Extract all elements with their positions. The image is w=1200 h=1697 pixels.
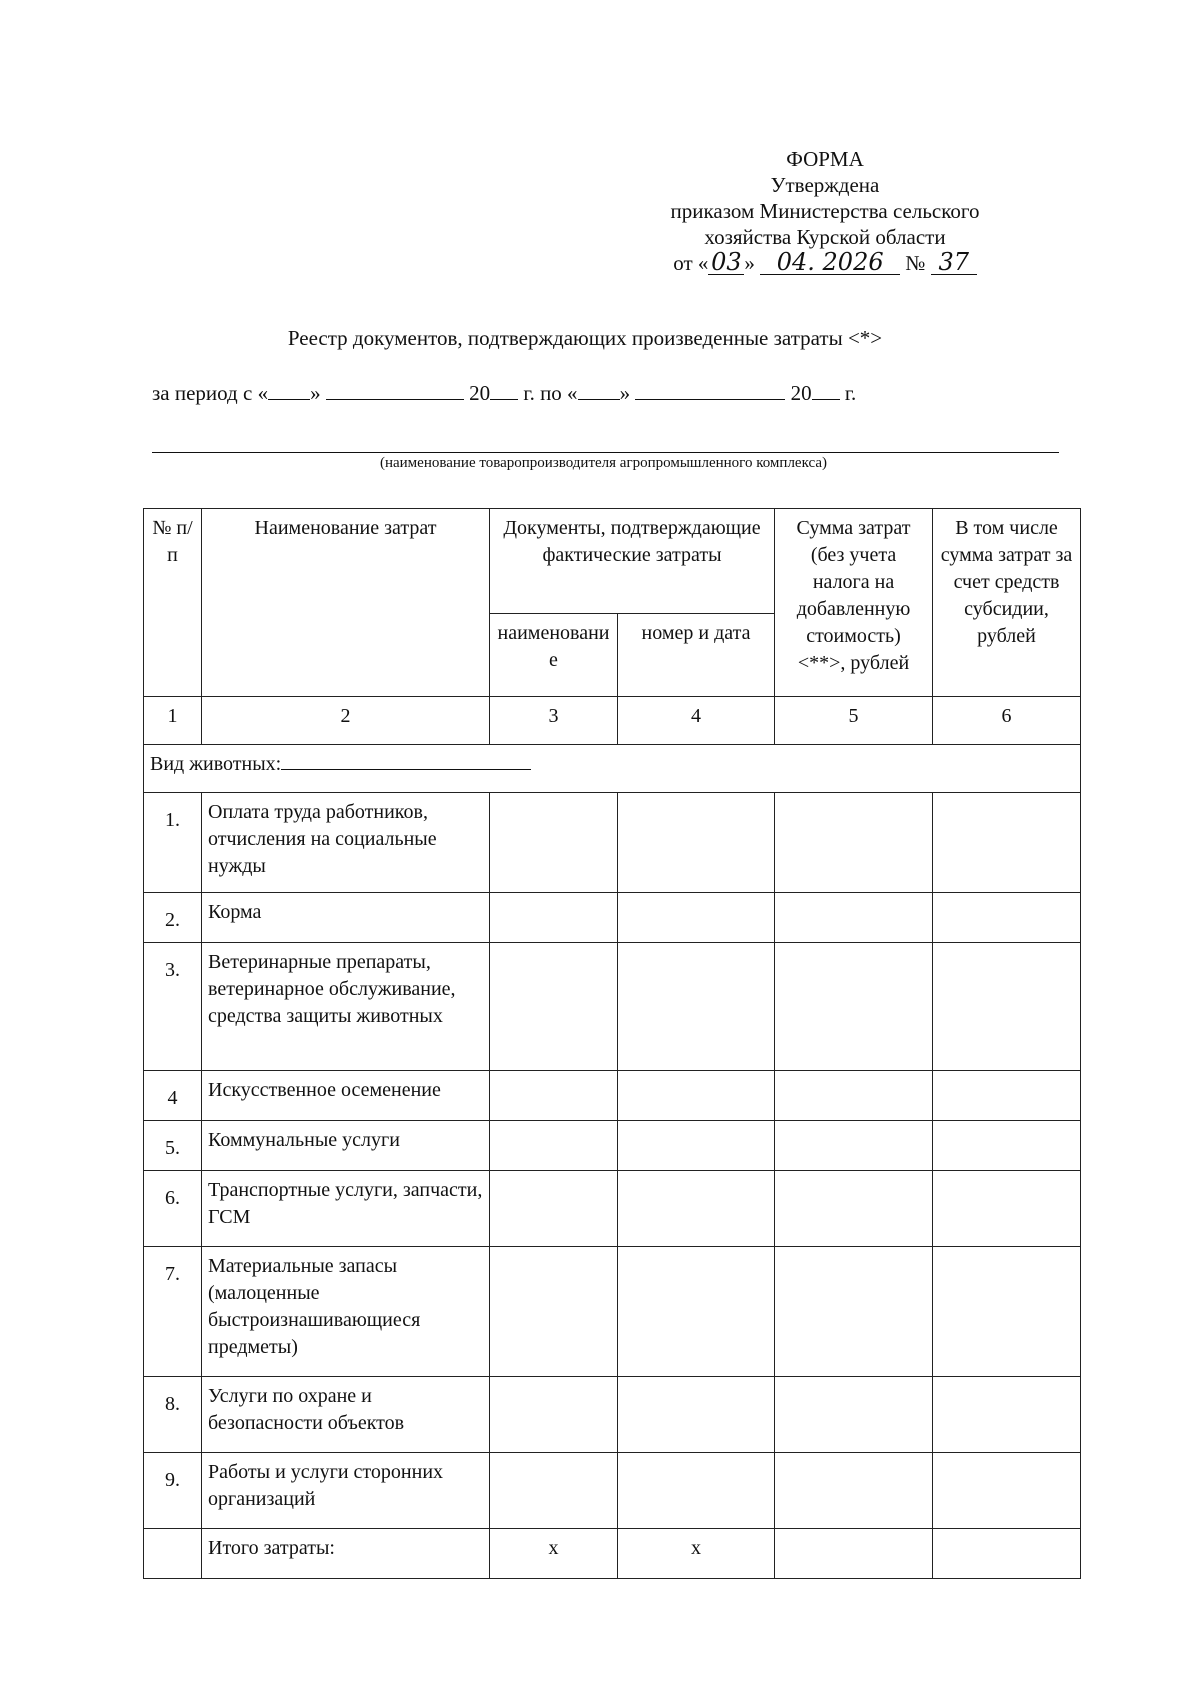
- period-line: [152, 381, 856, 406]
- row-cost-name: Коммунальные услуги: [202, 1121, 490, 1171]
- col-number: 2: [202, 697, 490, 745]
- empty-cell: [144, 1529, 202, 1579]
- empty-cell: [775, 1247, 933, 1377]
- period-year-2: 20: [790, 381, 812, 405]
- header-doc-number: номер и дата: [618, 614, 775, 697]
- empty-cell: [490, 893, 618, 943]
- empty-cell: [618, 1121, 775, 1171]
- table-row: [144, 1377, 1081, 1453]
- total-label: Итого затраты:: [202, 1529, 490, 1579]
- period-year-1: 20: [469, 381, 491, 405]
- row-number: 1.: [144, 793, 202, 893]
- register-title: Реестр документов, подтверждающих произведенные затраты <*>: [287, 326, 883, 350]
- date-prefix: от «: [673, 251, 709, 275]
- empty-cell: [618, 793, 775, 893]
- approval-block: [640, 146, 1010, 276]
- period-start-year-blank: [490, 381, 518, 400]
- total-doc-name: х: [490, 1529, 618, 1579]
- column-numbers-row: [144, 697, 1081, 745]
- total-row: [144, 1529, 1081, 1579]
- approval-month-year: 04. 2026: [760, 250, 900, 275]
- order-line-2: хозяйства Курской области: [704, 225, 946, 249]
- empty-cell: [618, 943, 775, 1071]
- period-close-1: »: [310, 381, 321, 405]
- empty-cell: [775, 793, 933, 893]
- empty-cell: [933, 1071, 1081, 1121]
- approved-label: Утверждена: [770, 173, 880, 197]
- row-cost-name: Услуги по охране и безопасности объектов: [202, 1377, 490, 1453]
- empty-cell: [933, 1171, 1081, 1247]
- empty-cell: [618, 1071, 775, 1121]
- approval-date-line: [640, 250, 1010, 276]
- header-documents: Документы, подтверждающие фактические затраты: [490, 509, 775, 614]
- row-cost-name: Искусственное осеменение: [202, 1071, 490, 1121]
- col-number: 4: [618, 697, 775, 745]
- header-subsidy: В том числе сумма затрат за счет средств субсидии, рублей: [933, 509, 1081, 697]
- period-start-day-blank: [268, 381, 310, 400]
- period-end-day-blank: [578, 381, 620, 400]
- empty-cell: [490, 1247, 618, 1377]
- empty-cell: [933, 1453, 1081, 1529]
- empty-cell: [775, 893, 933, 943]
- row-number: 2.: [144, 893, 202, 943]
- period-prefix: за период с «: [152, 381, 269, 405]
- row-cost-name: Работы и услуги сторонних организаций: [202, 1453, 490, 1529]
- header-row: [144, 509, 1081, 614]
- empty-cell: [775, 1377, 933, 1453]
- row-number: 9.: [144, 1453, 202, 1529]
- period-start-month-blank: [326, 381, 464, 400]
- empty-cell: [490, 1453, 618, 1529]
- row-number: 7.: [144, 1247, 202, 1377]
- col-number: 1: [144, 697, 202, 745]
- approval-day: 03: [708, 250, 744, 275]
- period-close-2: »: [619, 381, 631, 405]
- table-row: [144, 893, 1081, 943]
- empty-cell: [775, 1529, 933, 1579]
- empty-cell: [618, 1247, 775, 1377]
- empty-cell: [933, 1247, 1081, 1377]
- row-number: 5.: [144, 1121, 202, 1171]
- row-number: 8.: [144, 1377, 202, 1453]
- header-sum: Сумма затрат (без учета налога на добавленную стоимость) <**>, рублей: [775, 509, 933, 697]
- col-number: 5: [775, 697, 933, 745]
- empty-cell: [933, 893, 1081, 943]
- header-num: № п/п: [144, 509, 202, 697]
- header-doc-name: наименование: [490, 614, 618, 697]
- period-end-month-blank: [635, 381, 785, 400]
- row-cost-name: Ветеринарные препараты, ветеринарное обслуживание, средства защиты животных: [202, 943, 490, 1071]
- empty-cell: [933, 793, 1081, 893]
- empty-cell: [775, 1121, 933, 1171]
- table-row: [144, 1247, 1081, 1377]
- empty-cell: [775, 943, 933, 1071]
- row-cost-name: Корма: [202, 893, 490, 943]
- row-cost-name: Транспортные услуги, запчасти, ГСМ: [202, 1171, 490, 1247]
- empty-cell: [490, 1121, 618, 1171]
- organization-name-line: [152, 452, 1059, 453]
- empty-cell: [933, 1121, 1081, 1171]
- empty-cell: [618, 1377, 775, 1453]
- empty-cell: [775, 1453, 933, 1529]
- table-row: [144, 943, 1081, 1071]
- empty-cell: [490, 793, 618, 893]
- empty-cell: [490, 1171, 618, 1247]
- animal-kind-blank: [281, 751, 531, 770]
- row-number: 4: [144, 1071, 202, 1121]
- empty-cell: [490, 1377, 618, 1453]
- empty-cell: [933, 1377, 1081, 1453]
- animal-kind-row: [144, 745, 1081, 793]
- costs-register-table: [143, 508, 1081, 1579]
- number-sign: №: [905, 251, 926, 275]
- period-mid: г. по «: [523, 381, 578, 405]
- empty-cell: [933, 1529, 1081, 1579]
- empty-cell: [618, 1171, 775, 1247]
- order-line-1: приказом Министерства сельского: [670, 199, 980, 223]
- animal-kind-cell: [144, 745, 1081, 793]
- empty-cell: [490, 1071, 618, 1121]
- organization-caption: (наименование товаропроизводителя агропромышленного комплекса): [379, 455, 828, 471]
- approval-number: 37: [931, 250, 977, 275]
- animal-kind-label: Вид животных:: [150, 753, 282, 775]
- period-suffix: г.: [844, 381, 857, 405]
- form-label: ФОРМА: [786, 147, 864, 171]
- empty-cell: [775, 1171, 933, 1247]
- col-number: 6: [933, 697, 1081, 745]
- table-row: [144, 1071, 1081, 1121]
- row-cost-name: Материальные запасы (малоценные быстроизнашивающиеся предметы): [202, 1247, 490, 1377]
- period-end-year-blank: [812, 381, 840, 400]
- table-row: [144, 1453, 1081, 1529]
- date-mid: »: [744, 251, 755, 275]
- empty-cell: [490, 943, 618, 1071]
- total-doc-number: х: [618, 1529, 775, 1579]
- header-cost-name: Наименование затрат: [202, 509, 490, 697]
- empty-cell: [933, 943, 1081, 1071]
- table-row: [144, 793, 1081, 893]
- empty-cell: [775, 1071, 933, 1121]
- table-row: [144, 1171, 1081, 1247]
- empty-cell: [618, 893, 775, 943]
- table-row: [144, 1121, 1081, 1171]
- col-number: 3: [490, 697, 618, 745]
- row-number: 3.: [144, 943, 202, 1071]
- row-number: 6.: [144, 1171, 202, 1247]
- empty-cell: [618, 1453, 775, 1529]
- row-cost-name: Оплата труда работников, отчисления на социальные нужды: [202, 793, 490, 893]
